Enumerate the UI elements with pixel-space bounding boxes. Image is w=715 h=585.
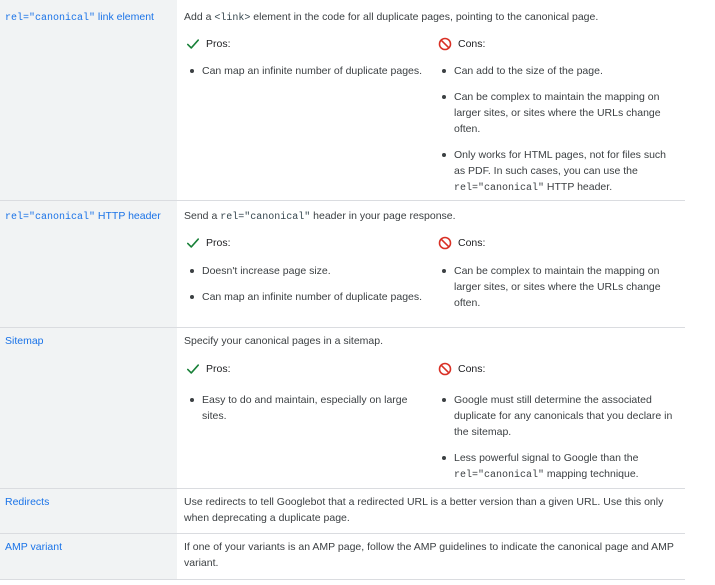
pros-heading: Pros: [186,236,231,250]
check-icon [186,37,200,51]
cons-heading: Cons: [438,236,485,250]
pros-list [186,392,426,434]
pros-list [186,63,426,89]
pros-heading: Pros: [186,37,231,51]
list-item: Can be complex to maintain the mapping on larger sites, or sites where the URLs change often. [438,263,678,311]
block-icon [438,236,452,250]
table-row-http-header [0,201,685,328]
check-icon [186,362,200,376]
list-item: Easy to do and maintain, especially on large sites. [186,392,426,424]
list-item: Can map an infinite number of duplicate pages. [186,289,426,305]
method-amp-variant[interactable]: AMP variant [5,541,62,553]
cons-heading: Cons: [438,37,485,51]
table-row-amp-variant [0,534,685,580]
row-description: Specify your canonical pages in a sitemap. [184,335,384,347]
list-item: Doesn't increase page size. [186,263,426,279]
method-link-element[interactable] [5,9,170,27]
table-row-sitemap [0,328,685,489]
cons-list [438,263,678,321]
method-sitemap[interactable]: Sitemap [5,335,44,347]
method-code: rel="canonical" [5,13,96,24]
method-label: HTTP header [95,210,161,222]
list-item: Only works for HTML pages, not for files such as PDF. In such cases, you can use the rel="canonical" HTTP header. [438,147,678,197]
table-row-redirects [0,489,685,534]
row-description: Use redirects to tell Googlebot that a redirected URL is a better version than a given URL. Use this only when deprecating a duplicate page. [184,496,664,524]
row-description: Send a rel="canonical" header in your page response. [184,210,456,223]
list-item: Less powerful signal to Google than the rel="canonical" mapping technique. [438,450,678,484]
pros-heading: Pros: [186,362,231,376]
block-icon [438,362,452,376]
row-description: Add a <link> element in the code for all duplicate pages, pointing to the canonical page. [184,11,599,24]
list-item: Can map an infinite number of duplicate pages. [186,63,426,79]
block-icon [438,37,452,51]
method-label: link element [95,11,154,23]
list-item: Google must still determine the associated duplicate for any canonicals that you declare in the sitemap. [438,392,678,440]
method-redirects[interactable]: Redirects [5,496,50,508]
method-cell [0,0,177,200]
cons-list [438,63,678,207]
cons-list [438,392,678,494]
list-item: Can add to the size of the page. [438,63,678,79]
row-description: If one of your variants is an AMP page, follow the AMP guidelines to indicate the canonical page and AMP variant. [184,541,674,569]
table-row-link-element [0,0,685,201]
list-item: Can be complex to maintain the mapping on larger sites, or sites where the URLs change often. [438,89,678,137]
method-code: rel="canonical" [5,212,96,223]
cons-heading: Cons: [438,362,485,376]
check-icon [186,236,200,250]
method-http-header[interactable] [5,208,170,226]
method-cell [0,328,177,488]
pros-list [186,263,426,315]
